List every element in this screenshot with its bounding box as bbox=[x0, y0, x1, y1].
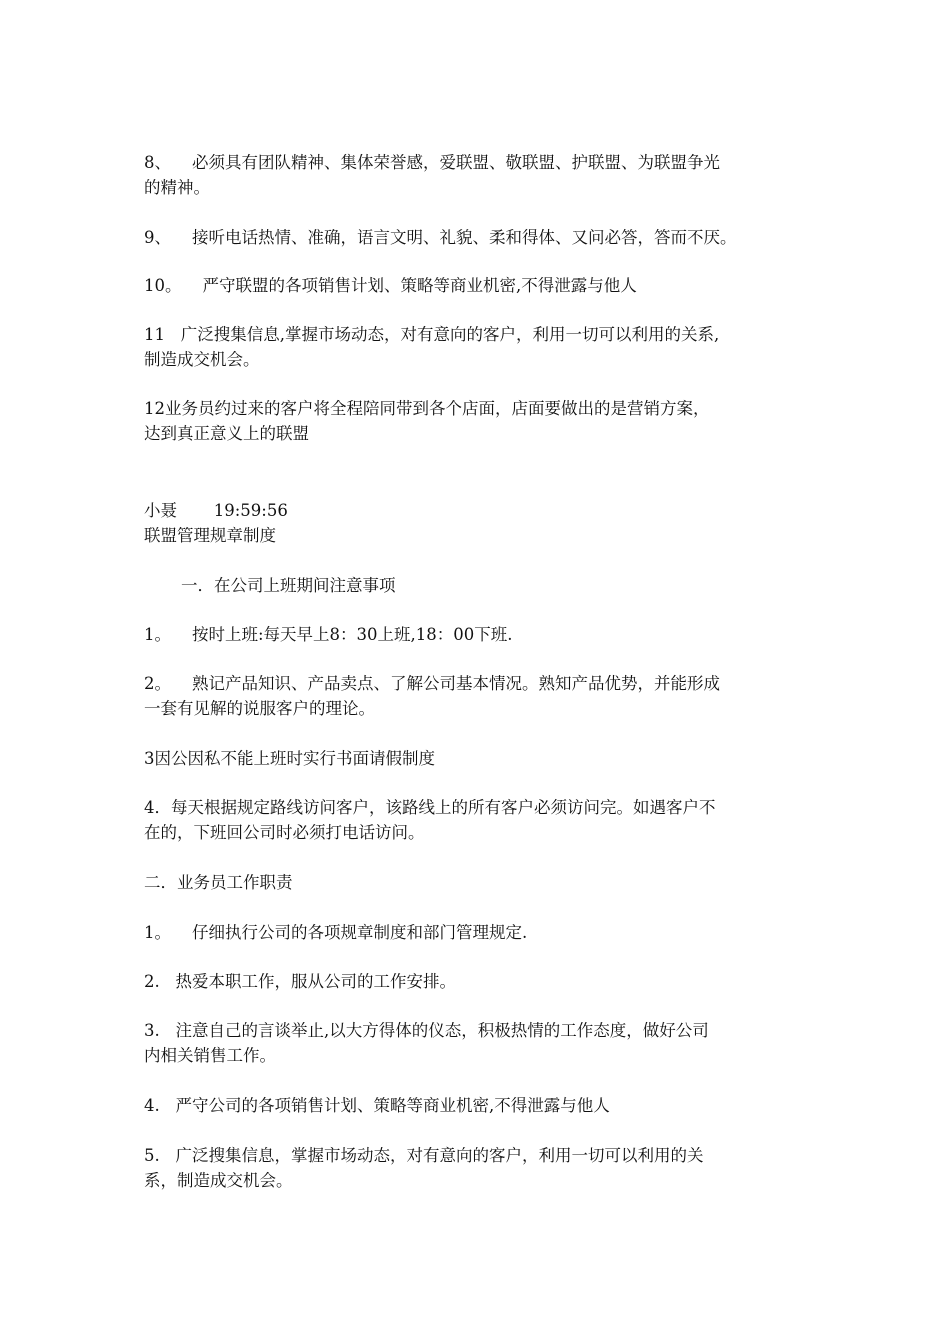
text-line: 10。 严守联盟的各项销售计划、策略等商业机密,不得泄露与他人 bbox=[144, 276, 637, 295]
text-line: 11 广泛搜集信息,掌握市场动态，对有意向的客户，利用一切可以利用的关系, bbox=[144, 325, 720, 344]
text-line: 系，制造成交机会。 bbox=[144, 1171, 293, 1190]
text-line: 在的，下班回公司时必须打电话访问。 bbox=[144, 823, 425, 842]
text-line: 1。 仔细执行公司的各项规章制度和部门管理规定. bbox=[144, 923, 528, 942]
text-line: 3. 注意自己的言谈举止,以大方得体的仪态，积极热情的工作态度，做好公司 bbox=[144, 1021, 709, 1040]
text-line: 4．每天根据规定路线访问客户，该路线上的所有客户必须访问完。如遇客户不 bbox=[144, 798, 716, 817]
author-timestamp: 小聂 19:59:56 bbox=[144, 501, 288, 520]
text-line: 12业务员约过来的客户将全程陪同带到各个店面，店面要做出的是营销方案， bbox=[144, 399, 710, 418]
text-line: 制造成交机会。 bbox=[144, 350, 260, 369]
section-heading: 一．在公司上班期间注意事项 bbox=[181, 576, 396, 595]
text-line: 5. 广泛搜集信息，掌握市场动态，对有意向的客户，利用一切可以利用的关 bbox=[144, 1146, 704, 1165]
text-line: 内相关销售工作。 bbox=[144, 1046, 276, 1065]
text-line: 一套有见解的说服客户的理论。 bbox=[144, 699, 375, 718]
text-line: 2。 熟记产品知识、产品卖点、了解公司基本情况。熟知产品优势，并能形成 bbox=[144, 674, 720, 693]
text-line: 3因公因私不能上班时实行书面请假制度 bbox=[144, 749, 435, 768]
text-line: 9、 接听电话热情、准确，语言文明、礼貌、柔和得体、又问必答，答而不厌。 bbox=[144, 228, 737, 247]
text-line: 1。 按时上班:每天早上8：30上班,18：00下班. bbox=[144, 625, 513, 644]
text-line: 4. 严守公司的各项销售计划、策略等商业机密,不得泄露与他人 bbox=[144, 1096, 610, 1115]
text-line: 2. 热爱本职工作，服从公司的工作安排。 bbox=[144, 972, 456, 991]
text-line: 8、 必须具有团队精神、集体荣誉感，爱联盟、敬联盟、护联盟、为联盟争光 bbox=[144, 153, 720, 172]
section-heading: 二．业务员工作职责 bbox=[144, 873, 293, 892]
text-line: 达到真正意义上的联盟 bbox=[144, 424, 309, 443]
text-line: 的精神。 bbox=[144, 178, 210, 197]
section-title: 联盟管理规章制度 bbox=[144, 526, 276, 545]
